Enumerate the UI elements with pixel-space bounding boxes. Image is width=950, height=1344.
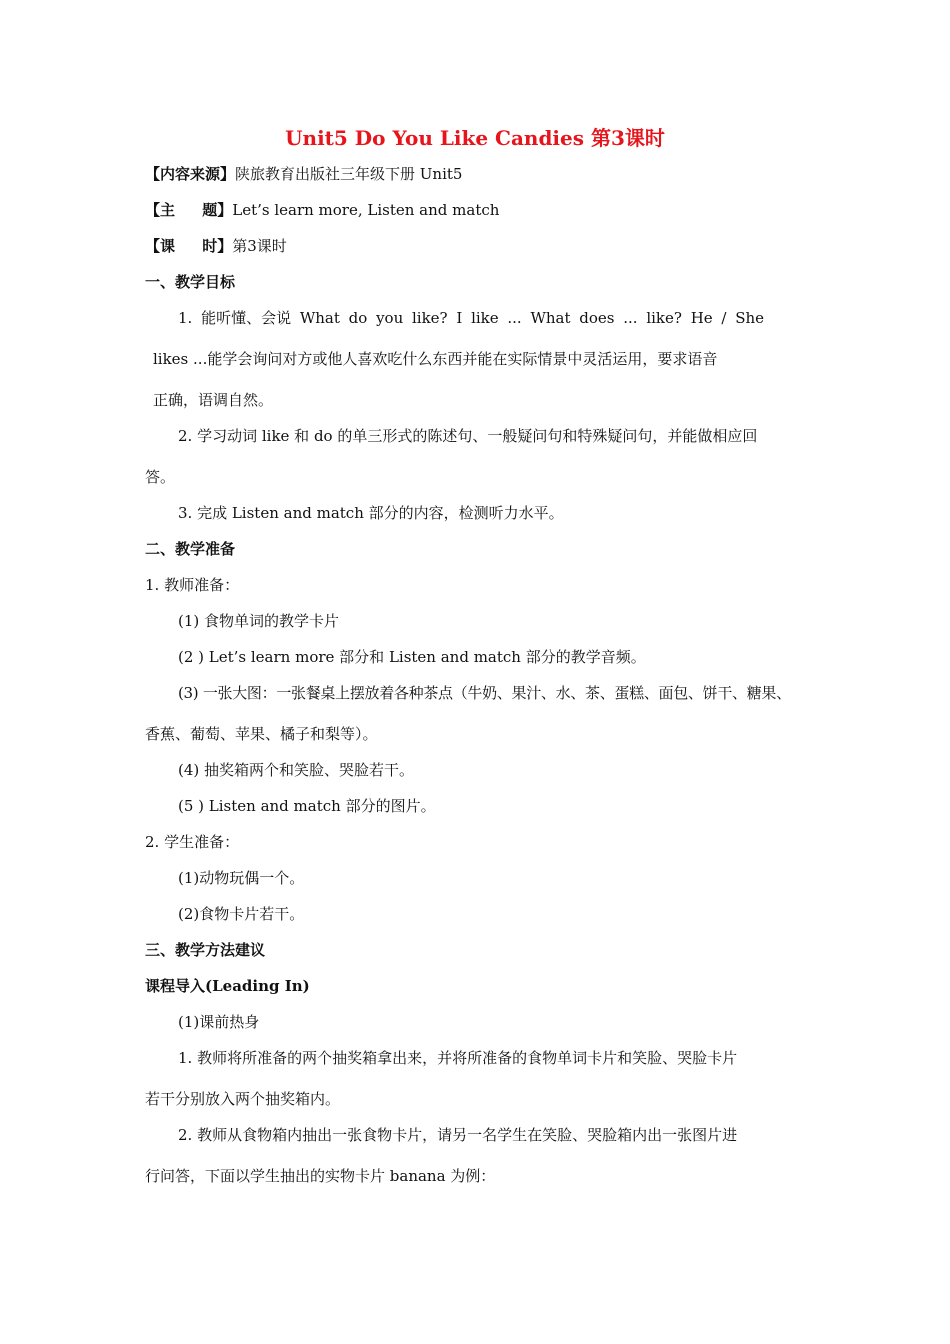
teacher-prep-1: (1) 食物单词的教学卡片: [178, 612, 340, 630]
student-prep-2: (2)食物卡片若干。: [178, 905, 305, 923]
topic-value: Let’s learn more, Listen and match: [232, 201, 500, 219]
goal-1-line-3: 正确，语调自然。: [153, 391, 274, 409]
step-1-line-1: 1. 教师将所准备的两个抽奖箱拿出来，并将所准备的食物单词卡片和笑脸、哭脸卡片: [178, 1049, 738, 1067]
teacher-prep: 1. 教师准备：: [145, 576, 240, 594]
student-prep: 2. 学生准备：: [145, 833, 240, 851]
student-prep-1: (1)动物玩偶一个。: [178, 869, 305, 887]
step-1-line-2: 若干分别放入两个抽奖箱内。: [145, 1090, 341, 1108]
period-value: 第3课时: [232, 237, 287, 255]
teacher-prep-3-line-2: 香蕉、葡萄、苹果、橘子和梨等）。: [145, 725, 378, 743]
prep-heading: 二、教学准备: [145, 540, 236, 558]
period-label: 【课 时】: [145, 237, 233, 255]
meta-source: [145, 164, 462, 184]
step-2-line-1: 2. 教师从食物箱内抽出一张食物卡片，请另一名学生在笑脸、哭脸箱内出一张图片进: [178, 1126, 738, 1144]
topic-label: 【主 题】: [145, 201, 233, 219]
teacher-prep-2: (2 ) Let’s learn more 部分和 Listen and match 部分的教学音频。: [178, 648, 646, 666]
goal-1-line-2: likes ...能学会询问对方或他人喜欢吃什么东西并能在实际情景中灵活运用，要求语音: [153, 350, 718, 368]
goal-2-line-2: 答。: [145, 468, 176, 486]
source-value: 陕旅教育出版社三年级下册 Unit5: [235, 165, 463, 183]
warmup-heading: (1)课前热身: [178, 1013, 260, 1031]
step-2-line-2: 行问答，下面以学生抽出的实物卡片 banana 为例：: [145, 1167, 496, 1185]
teacher-prep-3-line-1: (3) 一张大图：一张餐桌上摆放着各种茶点（牛奶、果汁、水、茶、蛋糕、面包、饼干、糖果、: [178, 684, 791, 702]
goals-heading: 一、教学目标: [145, 273, 236, 291]
source-label: 【内容来源】: [145, 165, 236, 183]
goal-1-line-1: 1. 能听懂、会说 What do you like? I like ... What does ... like? He / She: [178, 309, 765, 327]
goal-2-line-1: 2. 学习动词 like 和 do 的单三形式的陈述句、一般疑问句和特殊疑问句，并能做相应回: [178, 427, 758, 445]
teacher-prep-4: (4) 抽奖箱两个和笑脸、哭脸若干。: [178, 761, 415, 779]
teacher-prep-5: (5 ) Listen and match 部分的图片。: [178, 797, 436, 815]
leading-in-heading: 课程导入(Leading In): [145, 977, 310, 995]
meta-period: [145, 236, 287, 256]
goal-3: 3. 完成 Listen and match 部分的内容，检测听力水平。: [178, 504, 564, 522]
document-title: Unit5 Do You Like Candies 第3课时: [285, 126, 665, 150]
method-heading: 三、教学方法建议: [145, 941, 266, 959]
meta-topic: [145, 200, 499, 220]
